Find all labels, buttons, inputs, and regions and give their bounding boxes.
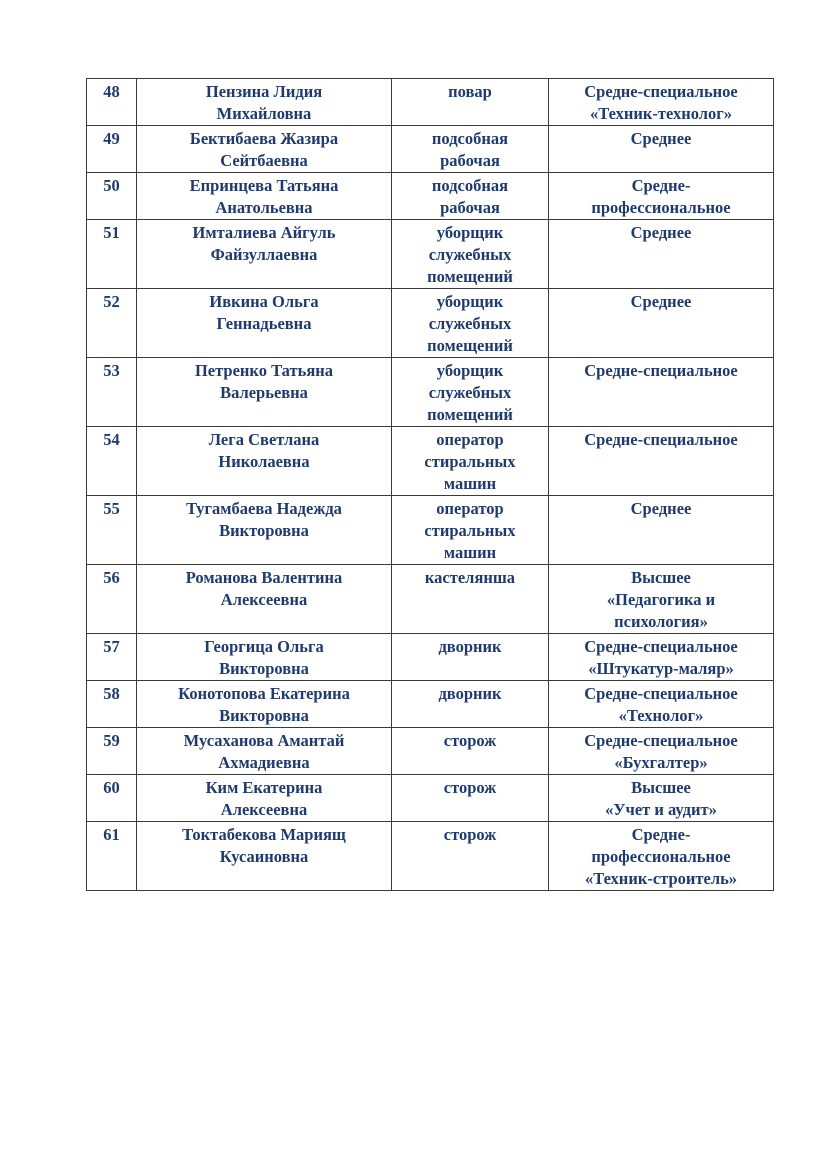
position-line: повар (448, 82, 492, 101)
employee-name-cell (137, 79, 392, 126)
row-number-cell: 56 (87, 565, 137, 634)
position-line: оператор (436, 430, 504, 449)
education-line: Высшее (631, 568, 691, 587)
education-cell (549, 79, 774, 126)
employee-name-line: Ахмадиевна (218, 753, 310, 772)
row-number-cell: 49 (87, 126, 137, 173)
position-line: помещений (427, 336, 513, 355)
employee-name-line: Имталиева Айгуль (192, 223, 336, 242)
position-line: подсобная (431, 129, 509, 148)
employee-name-line: Файзуллаевна (210, 245, 318, 264)
employee-name-cell (137, 358, 392, 427)
employee-name-line: Георгица Ольга (204, 637, 324, 656)
employee-name-cell (137, 775, 392, 822)
employee-name-line: Викторовна (219, 521, 309, 540)
table-row (87, 289, 774, 358)
employee-name-line: Сейтбаевна (220, 151, 308, 170)
position-line: сторож (443, 825, 497, 844)
employee-name-line: Алексеевна (220, 800, 308, 819)
position-cell (392, 822, 549, 891)
employee-name-line: Лега Светлана (208, 430, 320, 449)
position-cell (392, 79, 549, 126)
education-cell (549, 496, 774, 565)
row-number-cell: 51 (87, 220, 137, 289)
employee-name-line: Мусаханова Амантай (183, 731, 345, 750)
position-line: служебных (428, 383, 512, 402)
education-cell (549, 822, 774, 891)
row-number-cell: 50 (87, 173, 137, 220)
education-line: Высшее (631, 778, 691, 797)
table-row (87, 358, 774, 427)
position-cell (392, 565, 549, 634)
position-cell (392, 634, 549, 681)
table-row (87, 220, 774, 289)
row-number-cell: 52 (87, 289, 137, 358)
row-number-cell: 58 (87, 681, 137, 728)
table-row (87, 634, 774, 681)
employee-name-cell (137, 289, 392, 358)
education-cell (549, 173, 774, 220)
education-cell (549, 289, 774, 358)
employee-name-line: Михайловна (216, 104, 312, 123)
position-line: стиральных (424, 521, 516, 540)
position-line: машин (443, 543, 497, 562)
employee-name-line: Николаевна (218, 452, 310, 471)
employee-name-cell (137, 126, 392, 173)
table-row (87, 79, 774, 126)
education-line: «Технолог» (618, 706, 704, 725)
employee-name-cell (137, 496, 392, 565)
education-line: Средне-специальное (584, 82, 738, 101)
position-line: служебных (428, 245, 512, 264)
table-row (87, 496, 774, 565)
education-line: Средне-специальное (584, 430, 738, 449)
education-line: Среднее (630, 499, 692, 518)
education-line: «Штукатур-маляр» (588, 659, 734, 678)
employee-name-line: Ким Екатерина (205, 778, 323, 797)
education-line: Средне-специальное (584, 731, 738, 750)
employee-name-line: Тугамбаева Надежда (186, 499, 342, 518)
education-cell (549, 634, 774, 681)
education-cell (549, 775, 774, 822)
employee-name-line: Геннадьевна (216, 314, 312, 333)
education-line: «Техник-строитель» (584, 869, 738, 888)
employee-name-cell (137, 173, 392, 220)
education-line: профессиональное (591, 847, 731, 866)
employee-name-line: Токтабекова Мариящ (182, 825, 346, 844)
position-line: оператор (436, 499, 504, 518)
table-row (87, 681, 774, 728)
employee-name-cell (137, 681, 392, 728)
position-cell (392, 220, 549, 289)
staff-table (86, 78, 774, 891)
employee-name-line: Бектибаева Жазира (189, 129, 339, 148)
table-row (87, 728, 774, 775)
employee-name-line: Епринцева Татьяна (189, 176, 339, 195)
education-line: профессиональное (591, 198, 731, 217)
row-number-cell: 54 (87, 427, 137, 496)
position-line: рабочая (440, 151, 500, 170)
table-row (87, 775, 774, 822)
position-line: уборщик (436, 223, 504, 242)
education-cell (549, 358, 774, 427)
row-number-cell: 61 (87, 822, 137, 891)
row-number-cell: 60 (87, 775, 137, 822)
education-cell (549, 565, 774, 634)
education-cell (549, 681, 774, 728)
education-line: «Бухгалтер» (614, 753, 708, 772)
position-line: кастелянша (424, 568, 516, 587)
education-line: «Техник-технолог» (589, 104, 733, 123)
table-row (87, 822, 774, 891)
employee-name-cell (137, 220, 392, 289)
employee-name-cell (137, 634, 392, 681)
education-cell (549, 427, 774, 496)
employee-name-line: Ивкина Ольга (209, 292, 319, 311)
employee-name-cell (137, 822, 392, 891)
position-cell (392, 496, 549, 565)
education-line: психология» (614, 612, 708, 631)
row-number-cell: 53 (87, 358, 137, 427)
education-line: Средне- (631, 825, 691, 844)
employee-name-line: Викторовна (219, 706, 309, 725)
row-number-cell: 55 (87, 496, 137, 565)
row-number-cell: 59 (87, 728, 137, 775)
position-cell (392, 427, 549, 496)
position-cell (392, 126, 549, 173)
education-line: Средне-специальное (584, 684, 738, 703)
employee-name-line: Романова Валентина (185, 568, 343, 587)
position-cell (392, 728, 549, 775)
employee-name-line: Кусаиновна (219, 847, 309, 866)
position-line: уборщик (436, 361, 504, 380)
position-line: стиральных (424, 452, 516, 471)
position-line: дворник (438, 637, 502, 656)
employee-name-cell (137, 427, 392, 496)
employee-name-line: Валерьевна (220, 383, 308, 402)
position-line: уборщик (436, 292, 504, 311)
table-row (87, 173, 774, 220)
education-line: Среднее (630, 292, 692, 311)
education-cell (549, 126, 774, 173)
education-line: Среднее (630, 223, 692, 242)
position-line: помещений (427, 267, 513, 286)
employee-name-line: Конотопова Екатерина (178, 684, 350, 703)
position-cell (392, 681, 549, 728)
row-number-cell: 48 (87, 79, 137, 126)
employee-name-cell (137, 728, 392, 775)
education-cell (549, 728, 774, 775)
position-line: сторож (443, 731, 497, 750)
row-number-cell: 57 (87, 634, 137, 681)
position-line: рабочая (440, 198, 500, 217)
education-line: Средне- (631, 176, 691, 195)
employee-name-line: Алексеевна (220, 590, 308, 609)
position-cell (392, 775, 549, 822)
table-row (87, 126, 774, 173)
employee-name-line: Петренко Татьяна (194, 361, 334, 380)
education-cell (549, 220, 774, 289)
position-line: дворник (438, 684, 502, 703)
position-line: помещений (427, 405, 513, 424)
position-line: машин (443, 474, 497, 493)
employee-name-cell (137, 565, 392, 634)
table-row (87, 565, 774, 634)
education-line: Средне-специальное (584, 361, 738, 380)
position-cell (392, 173, 549, 220)
education-line: «Педагогика и (606, 590, 716, 609)
employee-name-line: Викторовна (219, 659, 309, 678)
position-cell (392, 289, 549, 358)
position-line: подсобная (431, 176, 509, 195)
position-line: сторож (443, 778, 497, 797)
staff-table-body (87, 79, 774, 891)
employee-name-line: Анатольевна (215, 198, 313, 217)
employee-name-line: Пензина Лидия (205, 82, 323, 101)
education-line: Среднее (630, 129, 692, 148)
education-line: «Учет и аудит» (605, 800, 717, 819)
education-line: Средне-специальное (584, 637, 738, 656)
table-row (87, 427, 774, 496)
position-line: служебных (428, 314, 512, 333)
position-cell (392, 358, 549, 427)
